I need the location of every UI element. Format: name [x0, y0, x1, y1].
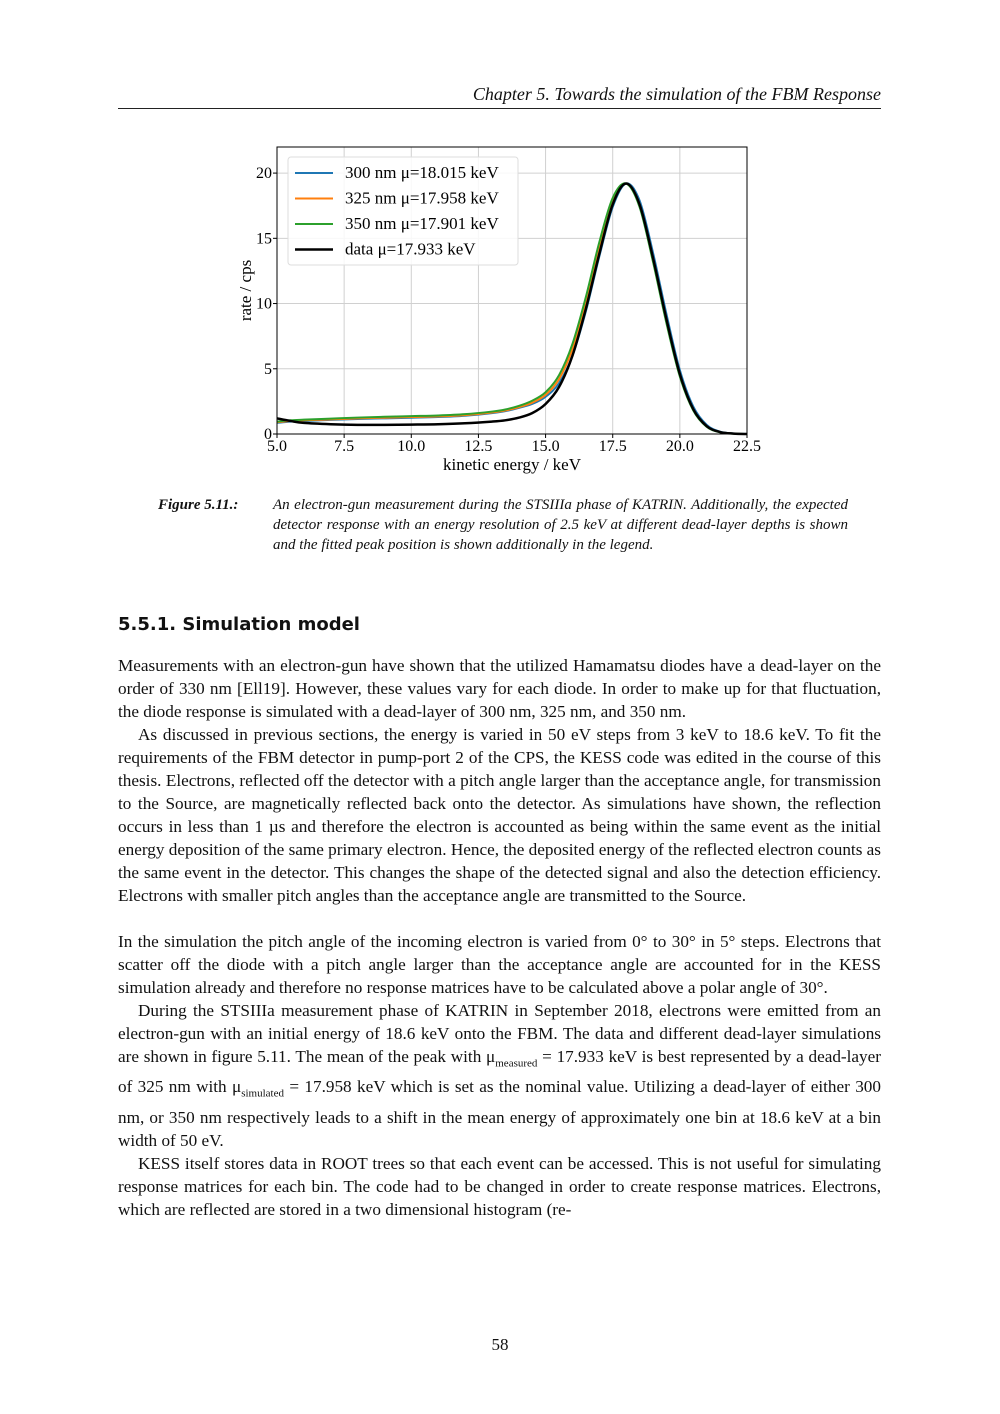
- subscript: simulated: [241, 1087, 284, 1100]
- page-number: 58: [491, 1335, 509, 1354]
- y-tick-label: 15: [256, 230, 272, 248]
- paragraph: Measurements with an electron-gun have shown that the utilized Hamamatsu diodes have a dead-layer on the order of 330 nm [Ell19]. However, these values vary for each diode. In order to make up for that fluctuation, the diode response is simulated with a dead-layer of 300 nm, 325 nm, and 350 nm.: [118, 656, 881, 721]
- x-tick-label: 20.0: [665, 438, 694, 455]
- text-run: During the STSIIIa measurement phase of KATRIN in September 2018, electrons were emitted from an electron-gun with an initial energy of 18.6 keV onto the FBM. The data and different dead-layer simulations are shown in figure 5.11. The mean of the peak with μ: [118, 1001, 881, 1066]
- x-tick-label: 12.5: [464, 438, 493, 455]
- x-tick-label: 22.5: [733, 438, 761, 455]
- x-axis-label: kinetic energy / keV: [442, 455, 582, 474]
- y-tick-label: 10: [256, 295, 272, 313]
- section-title: 5.5.1. Simulation model: [118, 614, 360, 635]
- legend-entry: 325 nm μ=17.958 keV: [345, 188, 499, 208]
- subscript: measured: [495, 1057, 538, 1070]
- text-run: = 17.958 keV which is set as the nominal value. Utilizing a dead-layer of either 300 nm, or 350 nm respectively leads to a shift in the mean energy of approximately one bin at 18.6 keV at a bin width of 50 eV.: [118, 1077, 881, 1150]
- y-tick-label: 20: [256, 165, 272, 183]
- text-run: = 17.933 keV is best represented by a dead-layer of 325 nm with μ: [118, 1047, 881, 1097]
- x-tick-label: 15.0: [531, 438, 560, 455]
- figure-5-11-chart: [225, 140, 770, 480]
- running-header: Chapter 5. Towards the simulation of the FBM Response: [118, 84, 881, 109]
- x-tick-label: 17.5: [598, 438, 627, 455]
- x-tick-label: 7.5: [334, 438, 355, 455]
- paragraph: As discussed in previous sections, the energy is varied in 50 eV steps from 3 keV to 18.6 keV. To fit the requirements of the FBM detector in pump-port 2 of the CPS, the KESS code was edited in the course of this thesis. Electrons, reflected off the detector with a pitch angle larger than the acceptance angle, for transmission to the Source, are magnetically reflected back onto the detector. As simulations have shown, the reflection occurs in less than 1 µs and therefore the electron is accounted as being within the same event as the initial energy deposition of the same primary electron. Hence, the deposited energy of the reflected electron counts as the same event in the detector. This changes the shape of the detected signal and also the detection efficiency. Electrons with smaller pitch angles than the acceptance angle are transmitted to the Source.: [118, 725, 881, 905]
- y-tick-label: 5: [264, 360, 272, 378]
- y-axis-label: rate / cps: [236, 259, 255, 322]
- y-tick-label: 0: [264, 426, 272, 443]
- caption-text: An electron-gun measurement during the STSIIIa phase of KATRIN. Additionally, the expected detector response with an energy resolution of 2.5 keV at different dead-layer depths is shown and the fitted peak position is shown additionally in the legend.: [273, 497, 848, 553]
- body-text: [118, 654, 881, 1221]
- figure-caption: [158, 495, 848, 555]
- legend-entry: data μ=17.933 keV: [345, 239, 476, 259]
- paragraph: KESS itself stores data in ROOT trees so that each event can be accessed. This is not useful for simulating response matrices for each bin. The code had to be changed in order to create response matrices. Electrons, which are reflected are stored in a two dimensional histogram (re-: [118, 1153, 881, 1219]
- paragraph: In the simulation the pitch angle of the incoming electron is varied from 0° to 30° in 5° steps. Electrons that scatter off the diode with a pitch angle larger than the acceptance angle are accounted for in the KESS simulation already and therefore no response matrices have to be calculated above a polar angle of 30°.: [118, 932, 881, 997]
- legend-entry: 300 nm μ=18.015 keV: [345, 163, 499, 182]
- caption-label: Figure 5.11.:: [158, 497, 239, 513]
- legend-entry: 350 nm μ=17.901 keV: [345, 214, 499, 233]
- x-tick-label: 10.0: [397, 438, 426, 455]
- x-tick-label: 5.0: [267, 438, 287, 455]
- paragraph: [118, 999, 881, 1152]
